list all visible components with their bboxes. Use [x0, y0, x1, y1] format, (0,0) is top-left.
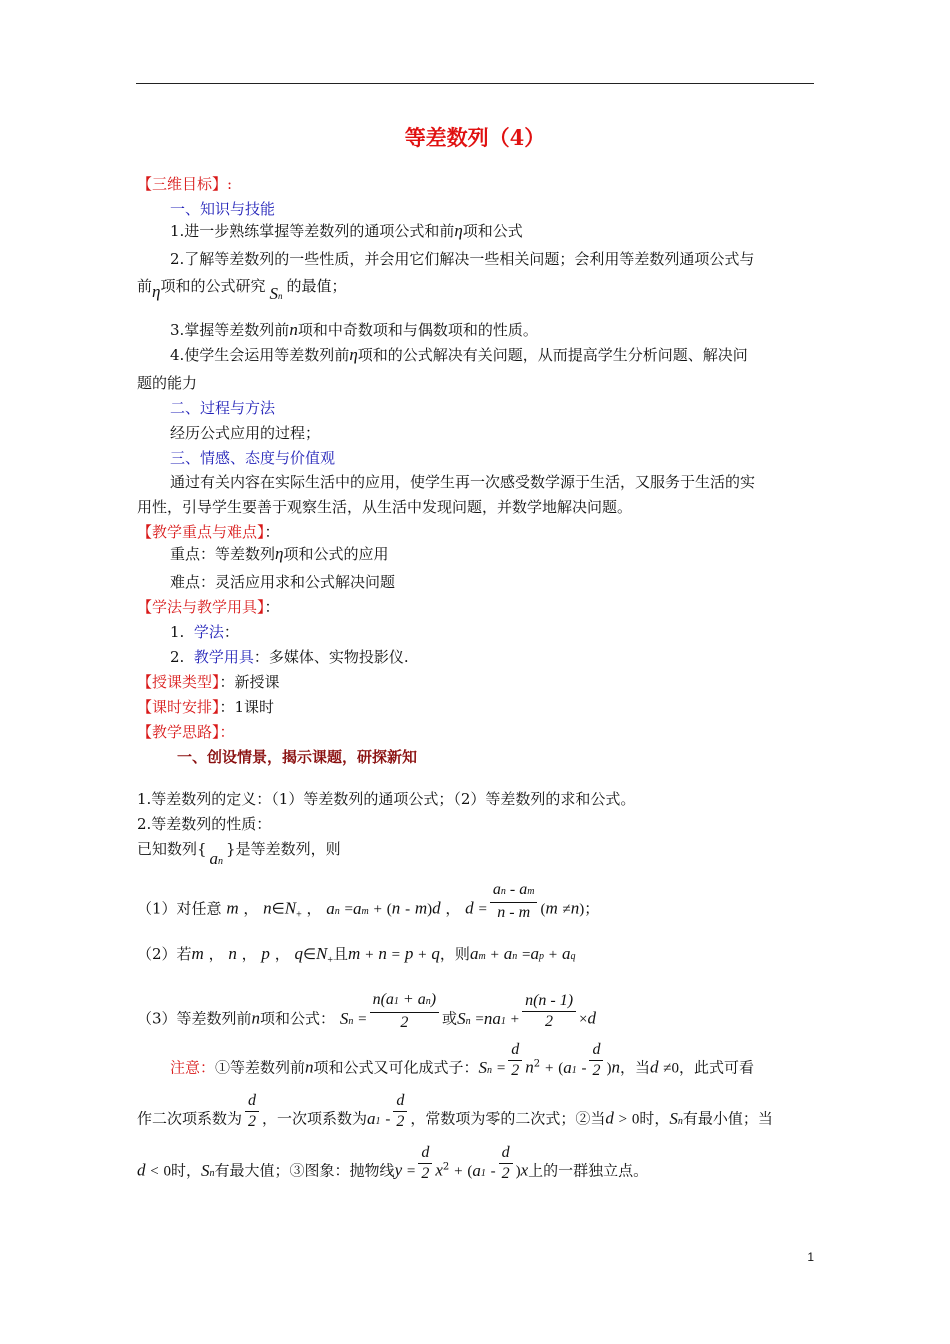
schedule	[137, 697, 274, 717]
property-3: （3）等差数列前n项和公式： Sn = $\frac{n(a1 + an)}{2}$ 或Sn =na1 + $\frac{n(n - 1)}{2}$ ×d	[137, 991, 597, 1031]
page-number: 1	[807, 1250, 814, 1264]
s3-text-a: 通过有关内容在实际生活中的应用，使学生再一次感受数学源于生活，又服务于生活的实	[170, 473, 756, 491]
focus-b: 项和公式的应用	[283, 545, 389, 563]
note-f: ，一次项系数为	[262, 1109, 368, 1128]
review-line1: 1.等差数列的定义：（1）等差数列的通项公式；（2）等差数列的求和公式。	[137, 790, 636, 808]
s1-item4a-b: 项和的公式解决有关问题，从而提高学生分析问题、解决问	[357, 346, 748, 364]
methods-heading	[137, 597, 280, 617]
methods-item1-num: 1.	[170, 623, 185, 641]
p1-label: （1）对任意	[137, 899, 222, 918]
s1-item2b: 前η项和的公式研究 Sn的最值；	[137, 277, 347, 303]
ideas	[137, 722, 235, 742]
s1-item2b-b: 项和的公式研究	[160, 277, 266, 295]
lesson-type	[137, 672, 280, 692]
methods-header: 【学法与教学用具】	[137, 598, 265, 616]
focus-line: 重点：等差数列η项和公式的应用	[170, 544, 389, 563]
s1-item4b: 题的能力	[137, 374, 198, 392]
page-title: 等差数列（4）	[404, 125, 546, 150]
methods-item2	[170, 647, 409, 667]
s2-text: 经历公式应用的过程；	[170, 424, 321, 442]
goals-heading	[137, 174, 232, 194]
schedule-value: ：1课时	[219, 698, 275, 716]
lesson-type-value: ：新授课	[219, 673, 280, 691]
note-i: 有最小值；当	[682, 1109, 773, 1128]
keypoints-header: 【教学重点与难点】	[137, 523, 265, 541]
s1-item1: 1.进一步熟练掌握等差数列的通项公式和前η项和公式	[170, 221, 523, 240]
note-d: ，此式可看	[679, 1058, 755, 1077]
note-j: 时，	[171, 1161, 202, 1180]
goals-header: 【三维目标】	[137, 175, 228, 193]
note-h: 时，	[639, 1109, 670, 1128]
note-line3: d < 0时，Sn有最大值；③图象：抛物线y = $\frac{d}{2}$ $x^2 + (a1$ - $\frac{d}{2}$ )x上的一群独立点。	[137, 1144, 649, 1182]
methods-item2-text: ：多媒体、实物投影仪.	[253, 648, 409, 666]
note-b: 项和公式又可化成式子：	[313, 1058, 479, 1077]
s1-item1-b: 项和公式	[462, 222, 523, 240]
s1-item2b-a: 前	[137, 277, 153, 295]
ideas-colon: ：	[219, 723, 235, 741]
note-a: ①等差数列前	[215, 1058, 306, 1077]
s3-title: 三、情感、态度与价值观	[170, 449, 336, 467]
note-label: 注意：	[170, 1058, 216, 1077]
p3-label: （3）等差数列前	[137, 1009, 252, 1028]
ideas-label: 【教学思路】	[137, 723, 220, 741]
note-e: 作二次项系数为	[137, 1109, 243, 1128]
review-line3-a: 已知数列{	[137, 840, 207, 858]
property-1: （1）对任意 m ， $n\in N_+$ ， an =am + (n - m)d ， d = $\frac{an - am}{n - m}$ (m ≠n)；	[137, 881, 600, 921]
focus-a: 重点：等差数列	[170, 545, 276, 563]
note-line1: 注意：①等差数列前n项和公式又可化成式子：Sn = $\frac{d}{2}$ $n^2 + (a1$ - $\frac{d}{2}$ )n，当d ≠0，此式可看	[170, 1041, 755, 1079]
methods-item1-colon: ：	[223, 623, 239, 641]
review-line2: 2.等差数列的性质：	[137, 815, 272, 833]
p2-label: （2）若	[137, 945, 192, 963]
keypoints-heading	[137, 522, 280, 542]
s1-item4a-a: 4.使学生会运用等差数列前	[170, 346, 350, 364]
note-line2: 作二次项系数为 $\frac{d}{2}$ ，一次项系数为a1 - $\frac{d}{2}$ ，常数项为零的二次式；②当d > 0时，Sn有最小值；当	[137, 1092, 773, 1130]
property-2: （2）若m ， n ， p ， $q\in N_+$且m + n = p + q，则am + an =ap + aq	[137, 944, 576, 966]
s1-item4a: 4.使学生会运用等差数列前η项和的公式解决有关问题，从而提高学生分析问题、解决问	[170, 345, 748, 364]
s1-item3: 3.掌握等差数列前n项和中奇数项和与偶数项和的性质。	[170, 320, 538, 339]
lesson-type-label: 【授课类型】	[137, 673, 220, 691]
methods-colon: ：	[264, 598, 280, 616]
s2-title: 二、过程与方法	[170, 399, 276, 417]
p2-then: ，则	[439, 945, 470, 963]
s1-item1-a: 1.进一步熟练掌握等差数列的通项公式和前	[170, 222, 455, 240]
header-rule	[136, 83, 814, 84]
note-l: 上的一群独立点。	[528, 1161, 649, 1180]
s3-text-b: 用性，引导学生要善于观察生活，从生活中发现问题，并数学地解决问题。	[137, 498, 633, 516]
s1-item2a: 2.了解等差数列的一些性质，并会用它们解决一些相关问题；会利用等差数列通项公式与	[170, 250, 755, 268]
methods-item2-label: 教学用具	[193, 648, 254, 666]
keypoints-colon: ：	[264, 523, 280, 541]
s1-title: 一、知识与技能	[170, 200, 276, 218]
methods-item1-label: 学法	[193, 623, 224, 641]
note-g: ，常数项为零的二次式；②当	[410, 1109, 606, 1128]
methods-item1	[170, 622, 239, 642]
schedule-label: 【课时安排】	[137, 698, 220, 716]
note-k: 有最大值；③图象：抛物线	[214, 1161, 395, 1180]
review-line3: 已知数列{ an}是等差数列，则	[137, 840, 341, 868]
difficulty-line: 难点：灵活应用求和公式解决问题	[170, 573, 396, 591]
methods-item2-num: 2.	[170, 648, 185, 666]
review-line3-b: }是等差数列，则	[226, 840, 341, 858]
note-c: ，当	[619, 1058, 650, 1077]
s1-item3-a: 3.掌握等差数列前	[170, 321, 290, 339]
s1-item3-b: 项和中奇数项和与偶数项和的性质。	[297, 321, 538, 339]
goals-colon: :	[227, 175, 233, 193]
p3-mid: 项和公式：	[260, 1009, 336, 1028]
section1-title: 一、创设情景，揭示课题，研探新知	[177, 748, 418, 766]
s1-item2b-c: 的最值；	[286, 277, 347, 295]
p3-or: 或	[442, 1009, 458, 1028]
